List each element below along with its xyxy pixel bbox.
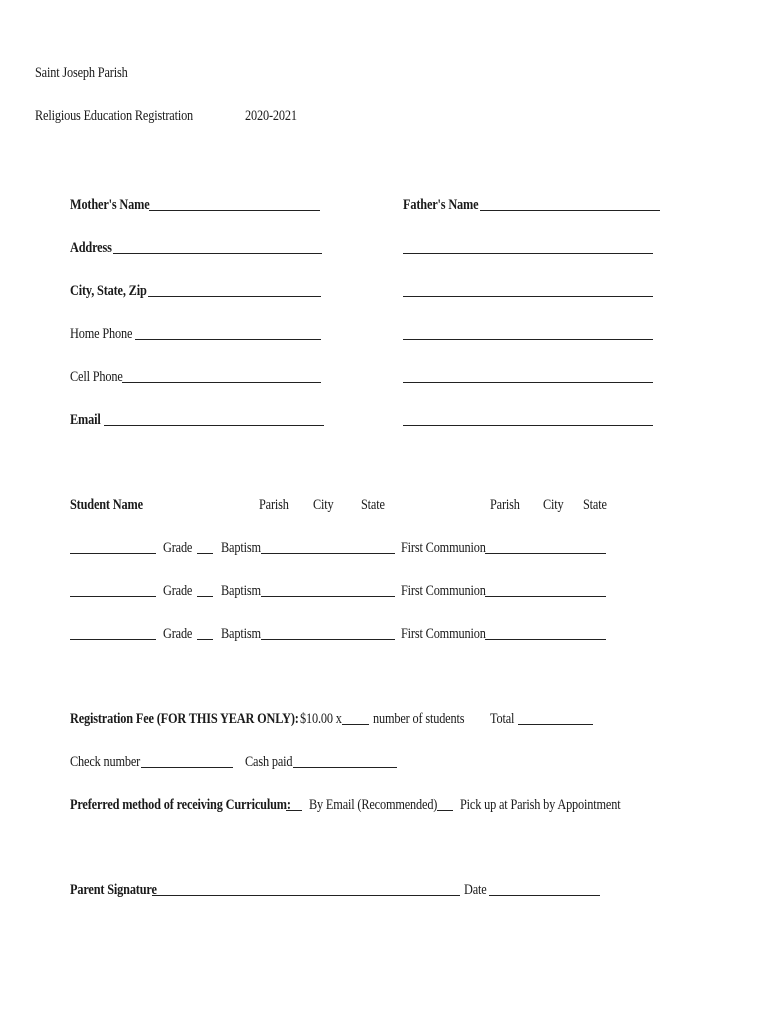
- date-field[interactable]: [489, 895, 600, 896]
- mother-city-state-zip-field[interactable]: [148, 296, 321, 297]
- mother-home-phone-field[interactable]: [135, 339, 321, 340]
- communion-parish-header: Parish: [490, 497, 520, 513]
- student-2-grade-label: Grade: [163, 583, 193, 599]
- home-phone-label: Home Phone: [70, 326, 133, 342]
- student-2-grade-field[interactable]: [197, 596, 213, 597]
- preferred-method-label: Preferred method of receiving Curriculum:: [70, 797, 291, 813]
- total-label: Total: [490, 711, 515, 727]
- student-3-baptism-field[interactable]: [261, 639, 395, 640]
- student-2-first-communion-field[interactable]: [485, 596, 606, 597]
- cash-paid-label: Cash paid: [245, 754, 293, 770]
- father-address-field[interactable]: [403, 253, 653, 254]
- mother-name-label: Mother's Name: [70, 197, 150, 213]
- student-2-baptism-field[interactable]: [261, 596, 395, 597]
- form-title: Religious Education Registration: [35, 108, 194, 124]
- parish-name: Saint Joseph Parish: [35, 65, 128, 81]
- student-1-grade-label: Grade: [163, 540, 193, 556]
- email-label: Email: [70, 412, 101, 428]
- baptism-state-header: State: [361, 497, 385, 513]
- number-of-students-label: number of students: [373, 711, 465, 727]
- parent-signature-label: Parent Signature: [70, 882, 157, 898]
- mother-email-field[interactable]: [104, 425, 324, 426]
- check-number-label: Check number: [70, 754, 141, 770]
- father-name-label: Father's Name: [403, 197, 479, 213]
- school-year: 2020-2021: [245, 108, 297, 124]
- father-cell-phone-field[interactable]: [403, 382, 653, 383]
- fee-per-student: $10.00 x: [300, 711, 342, 727]
- communion-city-header: City: [543, 497, 564, 513]
- pickup-option-label: Pick up at Parish by Appointment: [460, 797, 621, 813]
- registration-fee-label: Registration Fee (FOR THIS YEAR ONLY):: [70, 711, 299, 727]
- student-1-name-field[interactable]: [70, 553, 156, 554]
- mother-name-field[interactable]: [149, 210, 320, 211]
- email-option-label: By Email (Recommended): [309, 797, 438, 813]
- student-3-baptism-label: Baptism: [221, 626, 261, 642]
- student-1-baptism-label: Baptism: [221, 540, 261, 556]
- student-1-baptism-field[interactable]: [261, 553, 395, 554]
- father-home-phone-field[interactable]: [403, 339, 653, 340]
- student-1-grade-field[interactable]: [197, 553, 213, 554]
- baptism-city-header: City: [313, 497, 334, 513]
- cash-paid-field[interactable]: [293, 767, 397, 768]
- father-email-field[interactable]: [403, 425, 653, 426]
- baptism-parish-header: Parish: [259, 497, 289, 513]
- student-name-label: Student Name: [70, 497, 143, 513]
- pickup-option-field[interactable]: [437, 810, 453, 811]
- student-1-first-communion-field[interactable]: [485, 553, 606, 554]
- student-3-name-field[interactable]: [70, 639, 156, 640]
- student-3-first-communion-field[interactable]: [485, 639, 606, 640]
- number-of-students-field[interactable]: [342, 724, 369, 725]
- city-state-zip-label: City, State, Zip: [70, 283, 147, 299]
- check-number-field[interactable]: [141, 767, 233, 768]
- cell-phone-label: Cell Phone: [70, 369, 123, 385]
- student-1-first-communion-label: First Communion: [401, 540, 486, 556]
- parent-signature-field[interactable]: [152, 895, 460, 896]
- father-city-state-zip-field[interactable]: [403, 296, 653, 297]
- student-2-baptism-label: Baptism: [221, 583, 261, 599]
- email-option-field[interactable]: [286, 810, 302, 811]
- date-label: Date: [464, 882, 487, 898]
- student-3-first-communion-label: First Communion: [401, 626, 486, 642]
- mother-address-field[interactable]: [113, 253, 322, 254]
- total-field[interactable]: [518, 724, 593, 725]
- student-2-name-field[interactable]: [70, 596, 156, 597]
- student-3-grade-label: Grade: [163, 626, 193, 642]
- communion-state-header: State: [583, 497, 607, 513]
- student-3-grade-field[interactable]: [197, 639, 213, 640]
- mother-cell-phone-field[interactable]: [122, 382, 321, 383]
- father-name-field[interactable]: [480, 210, 660, 211]
- address-label: Address: [70, 240, 112, 256]
- student-2-first-communion-label: First Communion: [401, 583, 486, 599]
